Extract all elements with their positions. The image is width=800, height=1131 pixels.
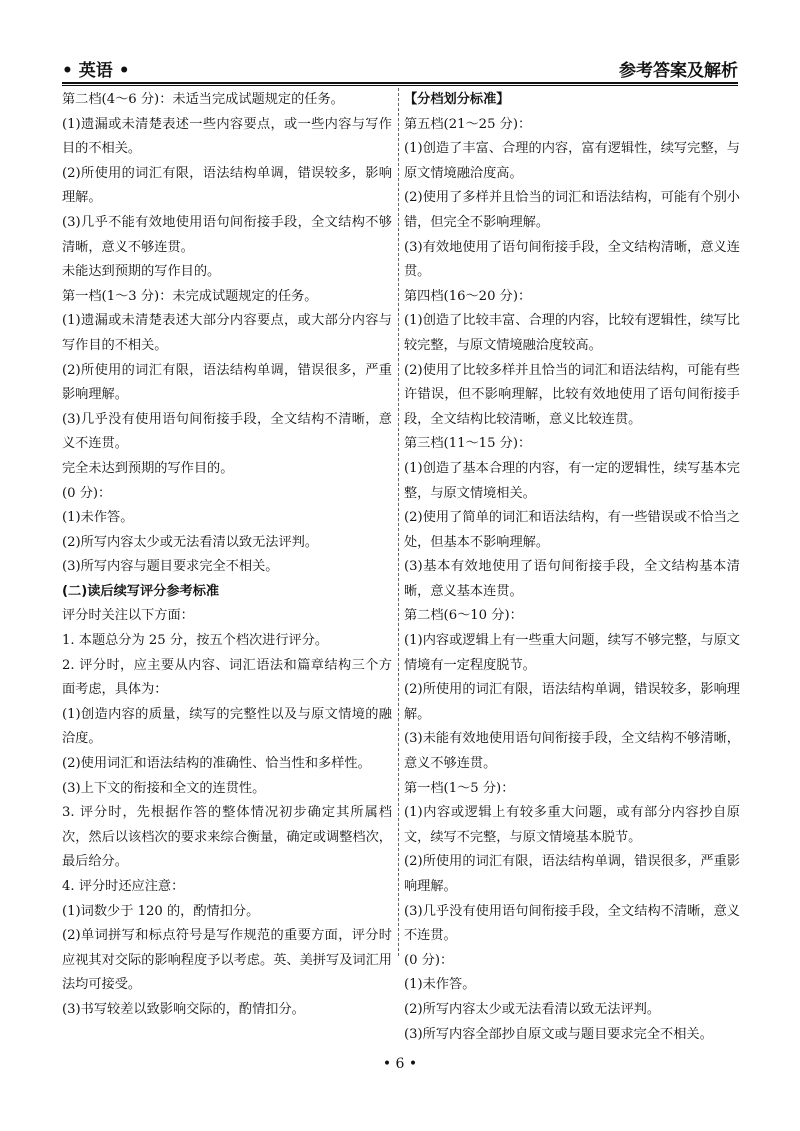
- paragraph: (3)书写较差以致影响交际的，酌情扣分。: [62, 1001, 305, 1017]
- paragraph: (1)未作答。: [404, 977, 476, 993]
- paragraph: (2)使用了简单的词汇和语法结构，有一些错误或不恰当之处，但基本不影响理解。: [404, 510, 740, 550]
- paragraph: (3)所写内容全部抄自原文或与题目要求完全不相关。: [404, 1026, 713, 1042]
- paragraph: (2)所写内容太少或无法看清以致无法评判。: [404, 1001, 661, 1017]
- page-header: [62, 52, 738, 82]
- left-column: [62, 88, 392, 1023]
- header-rule-thin: [62, 85, 738, 86]
- paragraph: (2)所使用的词汇有限，语法结构单调，错误较多，影响理解。: [404, 682, 740, 722]
- column-divider: [398, 88, 399, 956]
- paragraph: (3)几乎没有使用语句间衔接手段，全文结构不清晰，意义不连贯。: [404, 903, 740, 944]
- paragraph: (2)使用了多样并且恰当的词汇和语法结构，可能有个别小错，但完全不影响理解。: [404, 190, 740, 230]
- paragraph: 未能达到预期的写作目的。: [62, 264, 221, 280]
- paragraph: (1)创造了比较丰富、合理的内容，比较有逻辑性，续写比较完整，与原文情境融洽度较高。: [404, 313, 740, 353]
- paragraph: 4. 评分时还应注意：: [62, 879, 185, 894]
- paragraph: 3. 评分时，先根据作答的整体情况初步确定其所属档次，然后以该档次的要求来综合衡量，确定或调整档次，最后给分。: [62, 805, 392, 870]
- paragraph: (1)创造了基本合理的内容，有一定的逻辑性，续写基本完整，与原文情境相关。: [404, 460, 740, 501]
- paragraph: 第一档(1～3 分)：未完成试题规定的任务。: [62, 288, 318, 304]
- paragraph: (2)使用了比较多样并且恰当的词汇和语法结构，可能有些许错误，但不影响理解，比较有效地使用了语句间衔接手段，全文结构比较清晰，意义比较连贯。: [404, 362, 740, 427]
- paragraph: 2. 评分时，应主要从内容、词汇语法和篇章结构三个方面考虑，具体为：: [62, 657, 392, 698]
- paragraph: (3)未能有效地使用语句间衔接手段，全文结构不够清晰，意义不够连贯。: [404, 731, 740, 772]
- paragraph: (2)所写内容太少或无法看清以致无法评判。: [62, 534, 319, 550]
- paragraph: (2)所使用的词汇有限，语法结构单调，错误很多，严重影响理解。: [404, 854, 740, 894]
- paragraph: 第三档(11～15 分)：: [404, 436, 532, 452]
- paragraph: 评分时关注以下方面：: [62, 608, 194, 624]
- paragraph: (1)遗漏或未清楚表述一些内容要点，或一些内容与写作目的不相关。: [62, 116, 392, 157]
- paragraph: (0 分)：: [404, 952, 454, 968]
- paragraph: (1)未作答。: [62, 510, 134, 526]
- section-heading: 【分档划分标准】: [404, 92, 510, 107]
- paragraph: (3)几乎不能有效地使用语句间衔接手段，全文结构不够清晰，意义不够连贯。: [62, 214, 392, 255]
- paragraph: (3)上下文的衔接和全文的连贯性。: [62, 780, 266, 796]
- paragraph: (3)所写内容与题目要求完全不相关。: [62, 559, 279, 575]
- header-rule-thick: [62, 82, 738, 84]
- paragraph: (3)基本有效地使用了语句间衔接手段，全文结构基本清晰，意义基本连贯。: [404, 559, 740, 599]
- paragraph: 完全未达到预期的写作目的。: [62, 460, 234, 476]
- paragraph: 第五档(21～25 分)：: [404, 116, 532, 132]
- subject-label: • 英语 •: [62, 61, 130, 81]
- paragraph: 第四档(16～20 分)：: [404, 288, 532, 304]
- paragraph: (1)内容或逻辑上有较多重大问题，或有部分内容抄自原文，续写不完整，与原文情境基本脱节。: [404, 805, 740, 845]
- paragraph: (1)创造内容的质量，续写的完整性以及与原文情境的融洽度。: [62, 706, 392, 747]
- paragraph: 第二档(4～6 分)：未适当完成试题规定的任务。: [62, 92, 344, 107]
- paragraph: 第一档(1～5 分)：: [404, 780, 515, 796]
- paragraph: (2)所使用的词汇有限，语法结构单调，错误很多，严重影响理解。: [62, 362, 392, 403]
- paragraph: (2)所使用的词汇有限，语法结构单调，错误较多，影响理解。: [62, 165, 392, 206]
- section-heading: (二)读后续写评分参考标准: [62, 583, 220, 599]
- paragraph: (2)使用词汇和语法结构的准确性、恰当性和多样性。: [62, 756, 371, 772]
- paragraph: (3)有效地使用了语句间衔接手段，全文结构清晰，意义连贯。: [404, 239, 740, 280]
- paragraph: 第二档(6～10 分)：: [404, 608, 523, 624]
- paragraph: (1)词数少于 120 的，酌情扣分。: [62, 903, 260, 919]
- paragraph: (2)单词拼写和标点符号是写作规范的重要方面，评分时应视其对交际的影响程度予以考虑。英、美拼写及词汇用法均可接受。: [62, 928, 392, 993]
- paragraph: (1)遗漏或未清楚表述大部分内容要点，或大部分内容与写作目的不相关。: [62, 313, 392, 353]
- right-column: [404, 88, 740, 1047]
- paragraph: (1)内容或逻辑上有一些重大问题，续写不够完整，与原文情境有一定程度脱节。: [404, 633, 740, 673]
- paragraph: (1)创造了丰富、合理的内容，富有逻辑性，续写完整，与原文情境融洽度高。: [404, 141, 740, 181]
- page-number: • 6 •: [382, 1056, 418, 1072]
- paragraph: 1. 本题总分为 25 分，按五个档次进行评分。: [62, 633, 329, 649]
- section-title: 参考答案及解析: [619, 61, 738, 81]
- paragraph: (3)几乎没有使用语句间衔接手段，全文结构不清晰，意义不连贯。: [62, 411, 392, 452]
- paragraph: (0 分)：: [62, 485, 112, 501]
